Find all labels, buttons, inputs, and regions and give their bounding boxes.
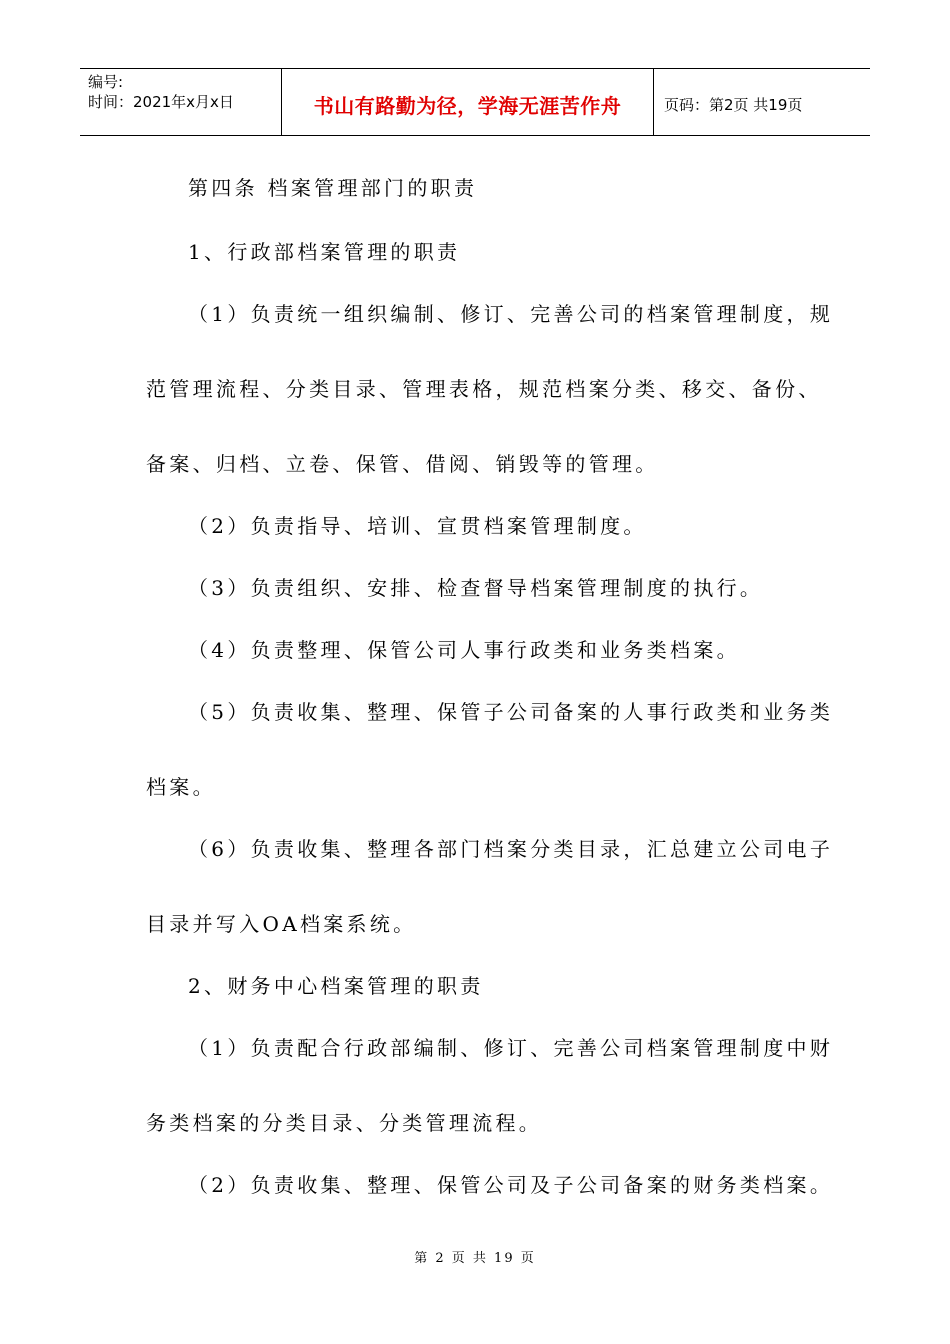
paragraph-line: 务类档案的分类目录、分类管理流程。	[146, 1111, 543, 1135]
paragraph-line: （1）负责配合行政部编制、修订、完善公司档案管理制度中财	[188, 1036, 834, 1060]
paragraph-line: （4）负责整理、保管公司人事行政类和业务类档案。	[188, 638, 740, 662]
article-heading: 第四条 档案管理部门的职责	[188, 176, 478, 200]
paragraph-line: （1）负责统一组织编制、修订、完善公司的档案管理制度，规	[188, 302, 834, 326]
paragraph-line: 目录并写入OA档案系统。	[146, 912, 417, 936]
header-page-info: 页码：第2页 共19页	[664, 95, 803, 114]
paragraph-line: （2）负责指导、培训、宣贯档案管理制度。	[188, 514, 647, 538]
header-motto: 书山有路勤为径，学海无涯苦作舟	[282, 69, 654, 135]
paragraph-line: 范管理流程、分类目录、管理表格，规范档案分类、移交、备份、	[146, 377, 822, 401]
header-meta	[80, 69, 282, 135]
document-number-label: 编号:	[88, 73, 124, 91]
paragraph-line: 备案、归档、立卷、保管、借阅、销毁等的管理。	[146, 452, 659, 476]
paragraph-line: （2）负责收集、整理、保管公司及子公司备案的财务类档案。	[188, 1173, 834, 1197]
paragraph-line: （6）负责收集、整理各部门档案分类目录，汇总建立公司电子	[188, 837, 834, 861]
page-footer: 第 2 页 共 19 页	[414, 1251, 536, 1266]
section-heading: 2、财务中心档案管理的职责	[188, 974, 484, 998]
section-heading: 1、行政部档案管理的职责	[188, 240, 461, 264]
paragraph-line: 档案。	[146, 775, 216, 799]
paragraph-line: （3）负责组织、安排、检查督导档案管理制度的执行。	[188, 576, 764, 600]
paragraph-line: （5）负责收集、整理、保管子公司备案的人事行政类和业务类	[188, 700, 834, 724]
document-date: 时间：2021年x月x日	[88, 93, 234, 111]
page-header	[80, 68, 870, 136]
